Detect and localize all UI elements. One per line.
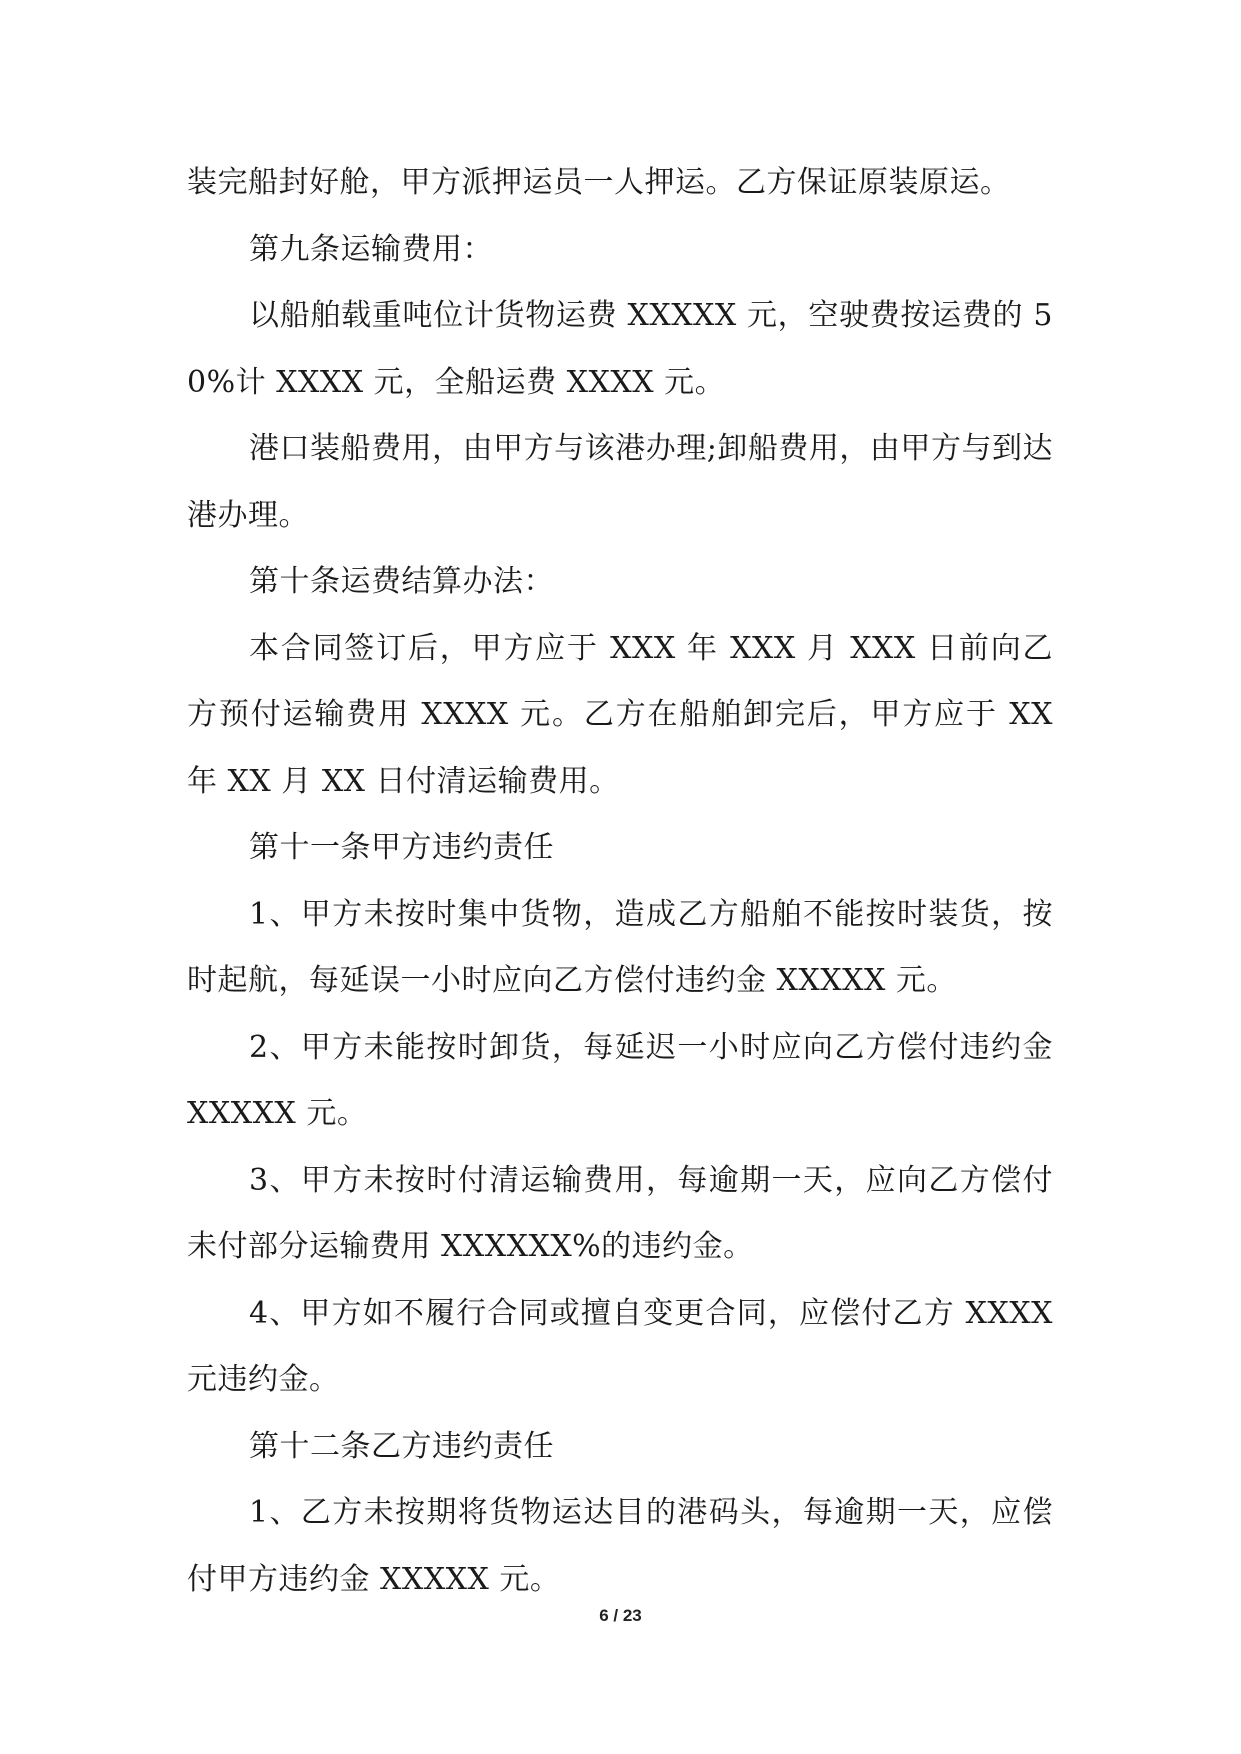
clause-9-heading: 第九条运输费用： (249, 231, 493, 267)
clause-11-heading: 第十一条甲方违约责任 (249, 830, 554, 865)
freight-paragraph: 以船舶载重吨位计货物运费 XXXXX 元，空驶费按运费的 50%计 XXXX 元，全船运费 XXXX 元。 (187, 298, 1053, 400)
clause-12-heading: 第十二条乙方违约责任 (249, 1428, 554, 1464)
port-fees-paragraph: 港口装船费用，由甲方与该港办理;卸船费用，由甲方与到达港办理。 (187, 431, 1053, 533)
party-b-item-1: 1、乙方未按期将货物运达目的港码头，每逾期一天，应偿付甲方违约金 XXXXX 元。 (187, 1495, 1053, 1597)
party-a-item-4: 4、甲方如不履行合同或擅自变更合同，应偿付乙方 XXXX 元违约金。 (187, 1295, 1053, 1397)
clause-10-heading: 第十条运费结算办法： (249, 564, 554, 599)
page-number: 6 / 23 (599, 1606, 642, 1625)
document-body (187, 150, 1053, 1613)
paragraph-continuation: 装完船封好舱，甲方派押运员一人押运。乙方保证原装原运。 (187, 165, 1011, 200)
party-a-item-1: 1、甲方未按时集中货物，造成乙方船舶不能按时装货，按时起航，每延误一小时应向乙方偿付违约金 XXXXX 元。 (187, 896, 1053, 998)
party-a-item-3: 3、甲方未按时付清运输费用，每逾期一天，应向乙方偿付未付部分运输费用 XXXXXX%的违约金。 (187, 1162, 1053, 1264)
settlement-paragraph: 本合同签订后，甲方应于 XXX 年 XXX 月 XXX 日前向乙方预付运输费用 XXXX 元。乙方在船舶卸完后，甲方应于 XX 年 XX 月 XX 日付清运输费用。 (187, 630, 1053, 799)
party-a-item-2: 2、甲方未能按时卸货，每延迟一小时应向乙方偿付违约金 XXXXX 元。 (187, 1029, 1053, 1131)
